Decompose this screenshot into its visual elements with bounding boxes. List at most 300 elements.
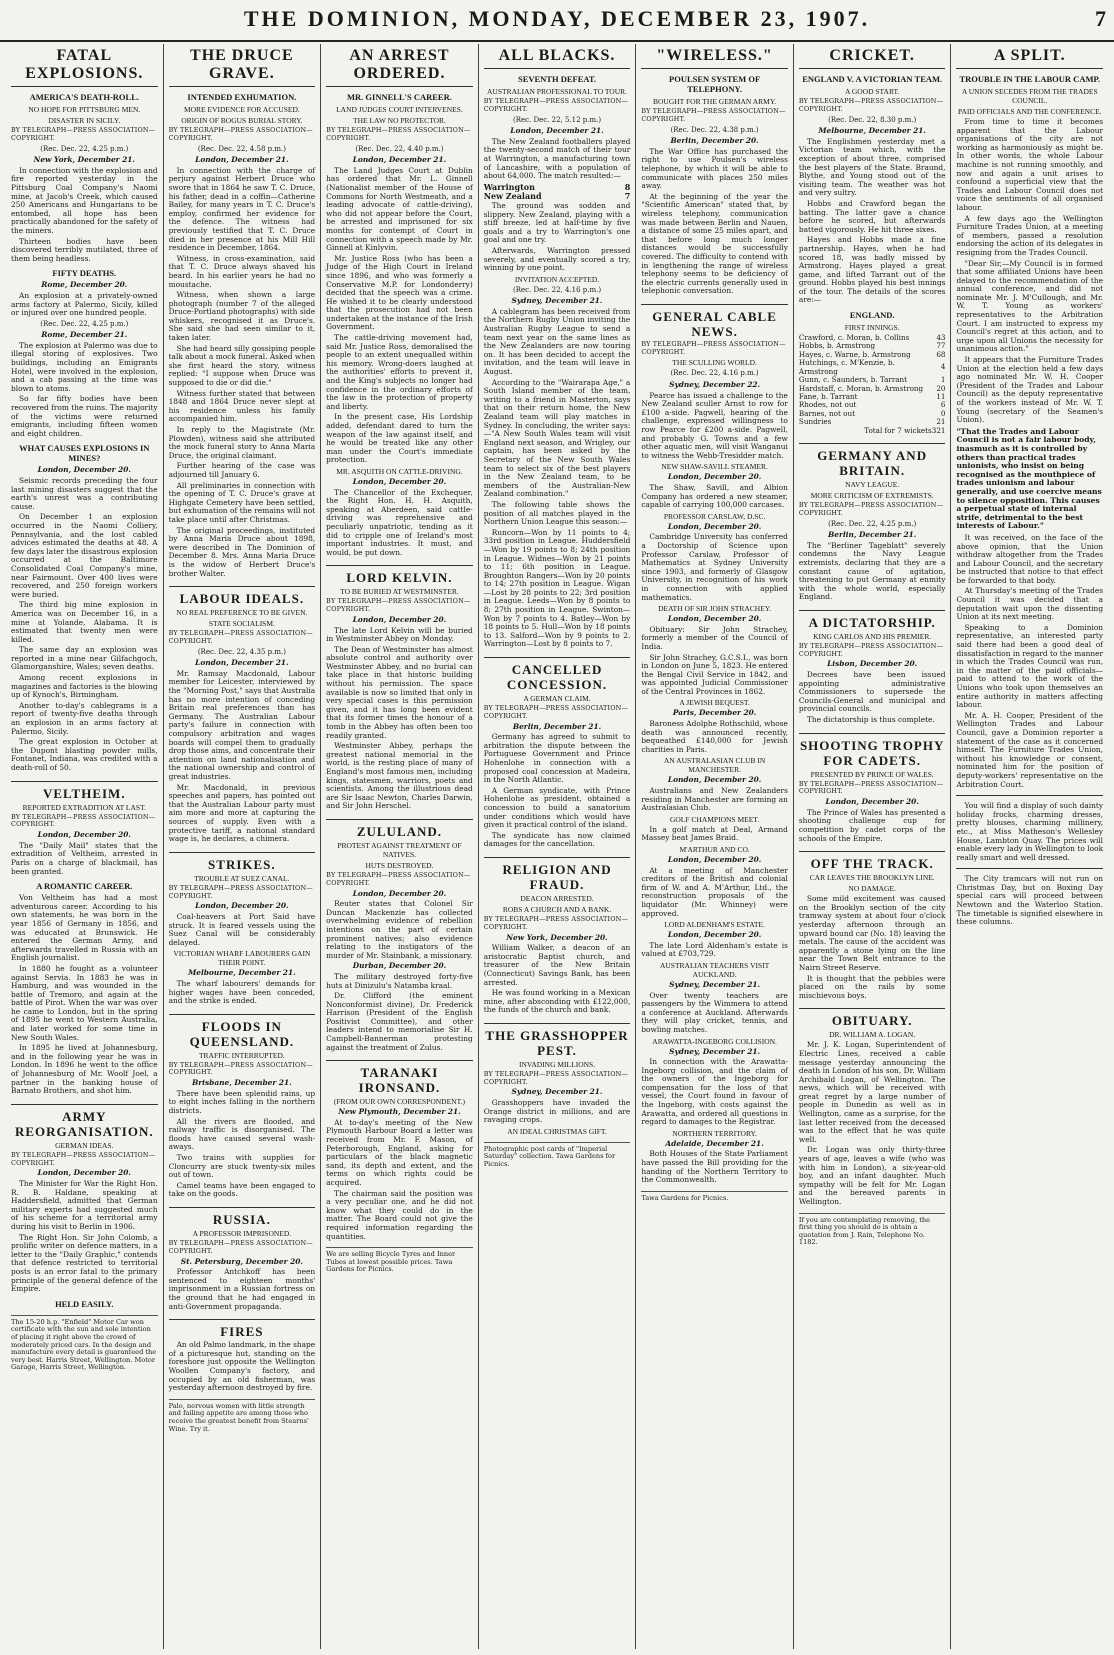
- paragraph: The Shaw, Savill, and Albion Company has ordered a new steamer, capable of carrying 100,000 carcases.: [641, 483, 788, 510]
- subheading: PROTEST AGAINST TREATMENT OF NATIVES.: [337, 840, 462, 859]
- subheading: NEW SHAW-SAVILL STEAMER.: [661, 462, 768, 472]
- paragraph: At Thursday's meeting of the Trades Council it was decided that a deputation wait upon the dissenting Union at its next meeting.: [956, 586, 1104, 622]
- received-time: (Rec. Dec. 22, 4.16 p.m.): [512, 285, 602, 294]
- byline: BY TELEGRAPH—PRESS ASSOCIATION—COPYRIGHT.: [168, 1239, 313, 1255]
- paragraph: Pearce has issued a challenge to the New Zealand sculler Arnst to row for £100 a-side. Pagwell, hearing of the challenge, expressed willingness to row Pearce for £200 a-side. Pagwell, and probably G. Towns and a few other aquatic men, will visit Wanganui to witness the Webb-Tresidder match.: [641, 390, 788, 460]
- paragraph: In the present case, His Lordship added, defendant dared to turn the weapon of the law against itself, and he would be treated like any other man under the Court's immediate protection.: [326, 412, 473, 465]
- paragraph: Camel teams have been engaged to take on the goods.: [168, 1180, 316, 1199]
- paragraph: Mr. A. H. Cooper, President of the Wellington Trades and Labour Council, gave a Dominion reporter a statement of the case as it concerned himself. The Furniture Trades Union, without his knowledge or consent, nominated him for the position of deputy-workers' representative on the Arbitration Court.: [956, 710, 1104, 789]
- paragraph: Another to-day's cablegrams is a report of twenty-five deaths through an explosion in an arms factory at Palermo, Sicily.: [11, 700, 158, 736]
- paragraph: From time to time it becomes apparent that the Labour organisations of the city are not working as harmoniously as might be. In other words, the whole Labour machine is not running smoothly, and now and again a unit arises to confound a superficial view that the Trades and Labour Council does not voice the sentiments of all organised labour.: [956, 117, 1104, 212]
- byline: BY TELEGRAPH—PRESS ASSOCIATION—COPYRIGHT.: [168, 126, 313, 142]
- paragraph: The wharf labourers' demands for higher wages have been conceded, and the strike is ended.: [168, 978, 316, 1006]
- advertisement: Palo, nervous women with little strength and failing appetite are among those who receive the greatest benefit from Stearns' Wine. Try it.: [169, 1399, 316, 1433]
- subheading: CAR LEAVES THE BROOKLYN LINE.: [809, 873, 935, 883]
- subheading: SEVENTH DEFEAT.: [517, 74, 597, 84]
- subheading: BOUGHT FOR THE GERMAN ARMY.: [653, 97, 777, 106]
- paragraph: The late Lord Aldenham's estate is valued at £703,729.: [641, 940, 788, 959]
- paragraph: On December 1 an explosion occurred in the Naomi Colliery, Pennsylvania, and the lost cabled advices estimated the deaths at 48. A few days later the disastrous explosion occurred at the Baltimore Consolidated Coal Company's mine, near Fairmount. Over 400 lives were recovered, and 250 foreign workers were buried.: [11, 512, 158, 599]
- subheading: AMERICA'S DEATH-ROLL.: [29, 92, 139, 102]
- batsman-runs: 6: [940, 400, 946, 410]
- dateline: St. Petersburg, December 20.: [180, 1256, 303, 1266]
- paragraph: The following table shows the position of all matches played in the Northern Union League this season:—: [483, 499, 631, 527]
- subheading: MR. GINNELL'S CAREER.: [347, 92, 452, 102]
- paragraph: In connection with the explosion and fire reported yesterday in the Pittsburg Coal Company's Naomi mine, at Jacob's Creek, which caused 250 Americans and Hungarians to be entombed, all hope has been practically abandoned for the safety of the miners.: [11, 165, 158, 235]
- paragraph: The syndicate has now claimed damages for the cancellation.: [483, 830, 631, 849]
- subheading: AUSTRALIAN TEACHERS VISIT AUCKLAND.: [659, 960, 770, 979]
- batsman-runs: 1: [940, 375, 946, 385]
- headline-russia: RUSSIA.: [169, 1207, 316, 1227]
- byline: BY TELEGRAPH—PRESS ASSOCIATION—COPYRIGHT.: [11, 1150, 156, 1167]
- subheading: A UNION SECEDES FROM THE TRADES COUNCIL.: [961, 87, 1098, 105]
- column-1: [6, 44, 164, 1649]
- paragraph: Among recent explosions in magazines and factories is the blowing up of Kynoch's, Birmingham.: [11, 673, 158, 700]
- page-number: 7: [1095, 6, 1106, 31]
- paragraph: Sir John Strachey, G.C.S.I., was born in London on June 5, 1823. He entered the Bengal Civil Service in 1842, and was appointed Judicial Commissioner of the Central Provinces in 1862.: [641, 652, 788, 696]
- paragraph: The dictatorship is thus complete.: [806, 715, 935, 725]
- paragraph: Over twenty teachers are passengers by the Wimmera to attend a conference at Auckland. Afterwards they will play cricket, tennis, and bowling matches.: [641, 990, 788, 1034]
- subheading: M'ARTHUR AND CO.: [679, 845, 750, 854]
- paragraph: The late Lord Kelvin will be buried in Westminster Abbey on Monday.: [326, 625, 473, 644]
- dateline: London, December 20.: [667, 472, 762, 482]
- paragraph: Runcorn—Won by 11 points to 4; 33rd position in League. Huddersfield—Won by 19 points to 8; 24th position in League. Widnes—Won by 21 points to 11; 6th position in League. Broughton Rangers—Won by 20 points to 14; 27th position in League. Wigan—Lost by 28 points to 22; 3rd position in League. Leeds—Won by 8 points to 8; 27th position in League. Swinton—Won by 7 points to 4. Batley—Won by 18 points to 5. Hull—Won by 18 points to 13. Salford—Won by 9 points to 2. Warrington—Lost by 8 points to 7.: [483, 527, 631, 649]
- paragraph: Dr. Logan was only thirty-three years of age, leaves a wife (who was with him in London), a six-year-old boy, and an infant daughter. Much sympathy will be felt for Mr. Logan and the bereaved parents in Wellington.: [798, 1145, 946, 1206]
- subheading: REPORTED EXTRADITION AT LAST.: [22, 802, 146, 812]
- paragraph: Professor Antchkoff has been sentenced to eighteen months' imprisonment in a Russian fortress on the ground that he had engaged in anti-Government propaganda.: [168, 1267, 316, 1311]
- column-6: [794, 44, 952, 1649]
- paragraph: The great explosion in October at the Dupont blasting powder mills, Fontanet, Indiana, was credited with a death-roll of 50.: [11, 737, 158, 772]
- dateline: London, December 20.: [667, 930, 762, 940]
- subheading: A PROFESSOR IMPRISONED.: [192, 1229, 292, 1238]
- paragraph: Westminster Abbey, perhaps the greatest national memorial in the world, is the resting place of many of England's most famous men, including kings, statesmen, warriors, poets and scientists. Among the illustrious dead are Sir Isaac Newton, Charles Darwin, and Sir John Herschel.: [326, 741, 473, 811]
- dateline: Berlin, December 20.: [670, 136, 759, 146]
- headline-obituary: OBITUARY.: [799, 1008, 946, 1028]
- subheading: INVITATION ACCEPTED.: [514, 274, 600, 284]
- headline-arrest-ordered: AN ARREST ORDERED.: [326, 47, 473, 87]
- dateline: London, December 20.: [37, 830, 132, 840]
- received-time: (Rec. Dec. 22, 4.40 p.m.): [355, 144, 444, 153]
- paragraph: Mr. Justice Ross (who has been a Judge of the High Court in Ireland since 1896, and who was formerly a Conservative M.P. for Londonderry) decided that the speech was a crime. He wished it to be clearly understood that the prosecution had not been undertaken at the instance of the Irish Government.: [326, 253, 473, 332]
- paragraph: In connection with the Arawatta-Ingeborg collision, and the claim of the owners of the Ingeborg for compensation for the loss of that vessel, the Court found in favour of the Ingeborg, with costs against the Arawatta, and ordered all questions in regard to damages to the Registrar.: [641, 1057, 788, 1127]
- subheading: ENGLAND V. A VICTORIAN TEAM.: [802, 74, 943, 84]
- paragraph: Cambridge University has conferred a Doctorship of Science upon Professor Carslaw, Professor of Mathematics at Sydney University since 1903, and formerly of Glasgow University, in recognition of his work in connection with applied mathematics.: [641, 532, 788, 602]
- team-heading: ENGLAND.: [849, 310, 895, 321]
- column-4: [479, 44, 637, 1649]
- byline: BY TELEGRAPH—PRESS ASSOCIATION—COPYRIGHT.: [483, 1069, 629, 1086]
- subheading: PRESENTED BY PRINCE OF WALES.: [810, 769, 934, 779]
- subheading: NAVY LEAGUE.: [845, 479, 900, 489]
- paragraph: He was found working in a Mexican mine, after absconding with £122,000, the funds of the church and bank.: [483, 988, 631, 1015]
- advertisement: Photographic post cards of "Imperial Saturday" collection. Tawa Gardens for Picnics.: [484, 1142, 631, 1169]
- divider: [956, 795, 1103, 796]
- batsman-name: Crawford, c. Moran, b. Collins: [798, 333, 910, 343]
- batsman-runs: 68: [936, 349, 946, 359]
- subheading: PROFESSOR CARSLAW, D.SC.: [663, 511, 766, 521]
- dateline: London, December 20.: [667, 775, 762, 785]
- dateline: London, December 20.: [37, 1168, 132, 1178]
- paragraph: The cattle-driving movement had, said Mr. Justice Ross, demoralised the people to an extent unequalled within his memory. Wrong-doers laughed at the authorities' efforts to prevent it, and the King's subjects no longer had confidence in the ordinary efforts of the law in the protection of property and liberty.: [326, 333, 473, 411]
- subheading: HUTS DESTROYED.: [365, 860, 434, 870]
- paragraph: The "Daily Mail" states that the extradition of Veltheim, arrested in Paris on a charge of blackmail, has been granted.: [11, 840, 158, 876]
- column-7: [951, 44, 1108, 1649]
- subheading: (FROM OUR OWN CORRESPONDENT.): [333, 1097, 465, 1107]
- batsman-runs: 4: [940, 362, 946, 372]
- batsman-runs: 43: [936, 333, 946, 343]
- headline-fires: FIRES: [169, 1319, 316, 1339]
- dateline: Brisbane, December 21.: [192, 1078, 292, 1088]
- batsman-runs: 0: [940, 408, 946, 418]
- paragraph: Seismic records preceding the four last mining disasters suggest that the earth's unrest was a contributing cause.: [11, 476, 158, 511]
- innings-heading: FIRST INNINGS.: [844, 323, 900, 333]
- paragraph: Witness, when shown a large photograph (number 7 of the alleged Druce-Portland photographs) with side whiskers, recognised it as Druce's. She said she had seen similar to it, taken later.: [168, 290, 316, 343]
- byline: BY TELEGRAPH—PRESS ASSOCIATION—COPYRIGHT.: [11, 812, 156, 829]
- paragraph: Australians and New Zealanders residing in Manchester are forming an Australasian Club.: [641, 786, 788, 813]
- batsman-runs: 11: [936, 391, 946, 401]
- scorecard-table: [799, 334, 946, 435]
- headline-strikes: STRIKES.: [169, 852, 316, 872]
- scorecard-row: [799, 359, 946, 376]
- received-time: (Rec. Dec. 22, 4.38 p.m.): [670, 125, 759, 134]
- paragraph: Afterwards, Warrington pressed severely, and eventually scored a try, winning by one point.: [483, 245, 631, 273]
- dateline: Berlin, December 21.: [512, 721, 602, 731]
- dateline: Melbourne, December 21.: [188, 968, 296, 978]
- paragraph: In 1895 he lived at Johannesburg, and in the following year he was in London. In 1896 he went to the office of Johannesburg of Mr. Woolf Joel, a partner in the banking house of Barnato Brothers, and shot him.: [11, 1043, 158, 1096]
- dateline: Sydney, December 22.: [669, 380, 761, 390]
- batsman-name: Sundries: [798, 417, 832, 427]
- dateline: London, December 20.: [352, 476, 447, 486]
- paragraph: Reuter states that Colonel Sir Duncan Mackenzie has collected overwhelming evidence of rebellion intentions on the part of certain prominent natives; also evidence relating to the instigators of the murder of Mr. Stainbank, a missionary.: [326, 899, 473, 960]
- dateline: London, December 21.: [195, 155, 289, 165]
- paragraph: The Minister for War the Right Hon. R. B. Haldane, speaking at Haddersfield, admitted that German military experts had suggested much of his scheme for a territorial army during his visit to Berlin in 1906.: [11, 1179, 158, 1231]
- received-time: (Rec. Dec. 22, 4.25 p.m.): [828, 519, 917, 528]
- paragraph: At the beginning of the year the "Scientific American" stated that, by wireless telephony, communication was made between Berlin and Nauen, a distance of some 25 miles apart, and that before long much longer distances would be successfully covered. The difficulty to contend with in lengthening the range of wireless telephony seems to be deficiency of the electric currents generally used in telephonic conversation.: [641, 191, 788, 296]
- byline: BY TELEGRAPH—PRESS ASSOCIATION—COPYRIGHT.: [483, 704, 629, 720]
- headline-wireless: "WIRELESS.": [641, 47, 788, 69]
- paragraph: A German syndicate, with Prince Hohenlohe as president, obtained a concession to build a sanatorium under conditions which would have given it practical control of the island.: [483, 785, 631, 830]
- subheading: LORD ALDENHAM'S ESTATE.: [664, 920, 765, 930]
- dateline: London, December 20.: [825, 797, 919, 807]
- byline: BY TELEGRAPH—PRESS ASSOCIATION—COPYRIGHT.: [641, 107, 786, 123]
- subheading: NO HOPE FOR PITTSBURG MEN.: [28, 105, 141, 114]
- paragraph: At to-day's meeting of the New Plymouth Harbour Board a letter was received from Mr. F. Mason, of Peterborough, England, asking for particulars of the black magnetic sand, its depth and extent, and the terms on which rights could be acquired.: [326, 1117, 473, 1187]
- headline-druce-grave: THE DRUCE GRAVE.: [169, 47, 316, 87]
- paragraph: At a meeting of Manchester creditors of the British and colonial firm of W. and A. M'Arthur, Ltd., the reconstruction proposals of the liquidator (Mr. Whinney) were approved.: [641, 865, 788, 918]
- batsman-name: Hayes, c. Warne, b. Armstrong: [798, 349, 911, 359]
- received-time: (Rec. Dec. 22, 4.35 p.m.): [197, 647, 286, 656]
- dateline: London, December 20.: [667, 521, 762, 531]
- paragraph: The War Office has purchased the right to use Poulsen's wireless telephone, by which it will be able to communicate with places 250 miles away.: [641, 146, 788, 191]
- byline: BY TELEGRAPH—PRESS ASSOCIATION—COPYRIGHT.: [11, 126, 156, 142]
- scorecard-total-row: [799, 427, 946, 435]
- byline: BY TELEGRAPH—PRESS ASSOCIATION—COPYRIGHT.: [326, 870, 471, 887]
- paragraph: All the rivers are flooded, and railway traffic is disorganised. The floods have caused several wash-aways.: [168, 1116, 316, 1152]
- headline-zululand: ZULULAND.: [326, 819, 473, 839]
- byline: BY TELEGRAPH—PRESS ASSOCIATION—COPYRIGHT.: [483, 914, 629, 931]
- paragraph: In reply to the Magistrate (Mr. Plowden), witness said she attributed the mock funeral story to Anna Maria Druce, the original claimant.: [168, 425, 316, 460]
- paragraph: There have been splendid rains, up to eight inches falling in the northern districts.: [168, 1088, 316, 1116]
- headline-cricket: CRICKET.: [799, 47, 946, 69]
- paragraph: Dr. Clifford (the eminent Nonconformist divine), Dr. Frederick Harrison (President of the English Positivist Committee), and other leaders intend to memorialise Sir H. Campbell-Bannerman protesting against the treatment of Zulus.: [326, 991, 473, 1052]
- headline-floods-queensland: FLOODS IN QUEENSLAND.: [169, 1014, 316, 1049]
- headline-a-split: A SPLIT.: [956, 47, 1103, 69]
- subheading: ORIGIN OF BOGUS BURIAL STORY.: [181, 116, 303, 125]
- batsman-runs: 20: [936, 383, 946, 393]
- headline-labour-ideals: LABOUR IDEALS.: [169, 586, 316, 606]
- column-2: [164, 44, 322, 1649]
- dateline: London, December 20.: [667, 855, 762, 864]
- received-time: (Rec. Dec. 22, 4.58 p.m.): [197, 144, 286, 153]
- subheading: TRAFFIC INTERRUPTED.: [198, 1050, 285, 1060]
- dateline: Lisbon, December 20.: [827, 659, 918, 669]
- byline: BY TELEGRAPH—PRESS ASSOCIATION—COPYRIGHT.: [798, 500, 944, 517]
- paragraph: It was received, on the face of the above opinion, that the Union withdraw altogether from the Trades and Labour Council, and the secretary be instructed that notice to that effect be forwarded to that body.: [956, 532, 1104, 585]
- advertisement: We are selling Bicycle Tyres and Inner Tubes at lowest possible prices. Tawa Gardens for Picnics.: [326, 1247, 473, 1274]
- subheading: NO DAMAGE.: [848, 884, 896, 894]
- byline: BY TELEGRAPH—PRESS ASSOCIATION—COPYRIGHT.: [168, 629, 313, 645]
- paragraph: The Prince of Wales has presented a shooting challenge cup for competition by cadet corps of the schools of the Empire.: [798, 807, 946, 843]
- headline-off-the-track: OFF THE TRACK.: [799, 851, 946, 871]
- paragraph: A few days ago the Wellington Furniture Trades Union, at a meeting of members, passed a resolution endorsing the action of its delegates in resigning from the Trades Council.: [956, 213, 1104, 257]
- subheading: MR. ASQUITH ON CATTLE-DRIVING.: [336, 466, 463, 476]
- subheading: GERMAN IDEAS.: [55, 1140, 114, 1150]
- score-line: [484, 183, 631, 192]
- headline-fatal-explosions: FATAL EXPLOSIONS.: [11, 47, 158, 87]
- subheading: STATE SOCIALISM.: [208, 619, 275, 629]
- batsman-name: Hobbs, b. Armstrong: [798, 341, 876, 351]
- received-time: (Rec. Dec. 22, 5.12 p.m.): [512, 115, 602, 124]
- paragraph: All preliminaries in connection with the opening of T. C. Druce's grave at Highgate Cemetery have been settled, but exhumation of the remains will not take place until after Christmas.: [168, 480, 316, 524]
- byline: BY TELEGRAPH—PRESS ASSOCIATION—COPYRIGHT.: [798, 779, 944, 796]
- dateline: Durban, December 20.: [352, 961, 447, 971]
- batsman-runs: 77: [936, 341, 946, 351]
- newspaper-title: THE DOMINION, MONDAY, DECEMBER 23, 1907.: [243, 6, 871, 31]
- paragraph: The City tramcars will not run on Christmas Day, but on Boxing Day special cars will proceed between Newtown and the Waterloo Station. The timetable is signified elsewhere in these columns.: [956, 874, 1104, 927]
- divider: [956, 868, 1103, 869]
- dateline: London, December 20.: [352, 888, 447, 898]
- score-line: [484, 192, 631, 201]
- paragraph: The New Zealand footballers played the twenty-second match of their tour at Warrington, a manufacturing town of Lancashire, with a population of about 64,000. The match resulted:—: [483, 136, 631, 181]
- subheading: THE LAW NO PROTECTOR.: [353, 116, 446, 125]
- column-3: [321, 44, 479, 1649]
- paragraph: In 1880 he fought as a volunteer against Servia. In 1883 he was in Hamburg, and was wounded in the battle of Tremoro, and again at the battle of Pirot. When the war was over he came to London, but in the spring of 1895 he went to Western Australia, and later worked for some time in New South Wales.: [11, 963, 158, 1042]
- headline-veltheim: VELTHEIM.: [11, 781, 158, 801]
- byline: BY TELEGRAPH—PRESS ASSOCIATION—COPYRIGHT.: [483, 97, 629, 113]
- total-label: Total for 7 wickets: [864, 425, 932, 435]
- paragraph: So far fifty bodies have been recovered from the ruins. The majority of the victims were returned emigrants, including fifteen women and eight children.: [11, 394, 158, 438]
- paragraph: Decrees have been issued appointing administrative Commissioners to supersede the Councils-General and municipal and provincial councils.: [798, 670, 946, 714]
- headline-all-blacks: ALL BLACKS.: [484, 47, 631, 69]
- advertisement: The 15-20 h.p. "Enfield" Motor Car won certificate with the sun and sole intention of placing it right above the crowd of moderately priced cars. In the design and manufacture every detail is guaranteed the very best. Harris Street, Wellington. Motor Garage, Harris Street, Wellington.: [11, 1315, 158, 1372]
- advertisement: If you are contemplating removing, the first thing you should do is obtain a quotation from J. Rain, Telephone No. 1182.: [799, 1213, 946, 1247]
- batsman-name: Fane, b. Tarrant: [798, 391, 858, 401]
- paragraph: "Dear Sir,—My Council is in formed that some affiliated Unions have been delayed to the recommendation of the annual conference, and did not nominate Mr. J. M'Cullough, and Mr. W. T. Young as workers' representatives to the Arbitration Court. I am instructed to express my Council's regret at this action, and to urge upon all Unions the necessity for unanimous action.": [956, 258, 1104, 354]
- received-time: (Rec. Dec. 22, 4.16 p.m.): [670, 369, 759, 378]
- headline-germany-and-britain: GERMANY AND BRITAIN.: [799, 443, 946, 478]
- dateline: Sydney, December 21.: [511, 296, 603, 306]
- dateline: London, December 20.: [667, 614, 762, 624]
- dateline: New York, December 21.: [33, 155, 136, 165]
- subheading: AN AUSTRALASIAN CLUB IN MANCHESTER.: [663, 756, 766, 775]
- masthead: [0, 0, 1114, 42]
- subheading: AN IDEAL CHRISTMAS GIFT.: [507, 1126, 607, 1136]
- paragraph: The Englishmen yesterday met a Victorian team which, with the exception of about three, comprised the best players of the State. Braund, Blythe, and Young stood out of the visiting team. The weather was hot and very sultry.: [798, 136, 946, 198]
- paragraph: The same day an explosion was reported in a mine near Gilfachgoch, Glamorganshire, Wales; seven deaths.: [11, 645, 158, 672]
- dateline: Rome, December 21.: [41, 330, 128, 340]
- batsman-name: Barnes, not out: [798, 408, 856, 418]
- subheading: POULSEN SYSTEM OF TELEPHONY.: [669, 74, 761, 94]
- subheading: PAID OFFICIALS AND THE CONFERENCE.: [957, 107, 1102, 116]
- dateline: London, December 20.: [352, 614, 447, 624]
- subheading: MORE EVIDENCE FOR ACCUSED.: [183, 105, 300, 114]
- dateline: London, December 21.: [352, 155, 447, 165]
- paragraph: It is thought that the pebbles were placed on the rails by some mischievous boys.: [798, 973, 946, 1000]
- subheading: NO REAL PREFERENCE TO BE GIVEN.: [176, 608, 308, 618]
- paragraph: She had heard silly gossiping people talk about a mock funeral. Asked when she first heard the story, witness replied: "I suppose when Druce was supposed to die or did die.": [168, 343, 316, 388]
- dateline: London, December 21.: [195, 658, 289, 668]
- headline-a-dictatorship: A DICTATORSHIP.: [799, 610, 946, 630]
- paragraph: Mr. Macdonald, in previous speeches and papers, has pointed out that the Australian Labour party must aim more and more at capturing the sources of supply. Even with a protective tariff, a national standard wage is, he declares, a chimera.: [168, 782, 316, 844]
- paragraph: William Walker, a deacon of an aristocratic Baptist church, and treasurer of the New Britain (Connecticut) Savings Bank, has been arrested.: [483, 943, 631, 987]
- received-time: (Rec. Dec. 22, 4.25 p.m.): [40, 319, 129, 328]
- batsman-name: Hardstaff, c. Moran, b. Armstrong: [798, 383, 924, 393]
- paragraph: Hobbs and Crawford began the batting. The latter gave a chance before he scored, but afterwards batted vigorously. He hit three sixes.: [798, 198, 946, 234]
- subheading: A JEWISH BEQUEST.: [679, 698, 750, 708]
- headline-grasshopper-pest: THE GRASSHOPPER PEST.: [484, 1023, 631, 1058]
- paragraph: Mr. Ramsay Macdonald, Labour member for Leicester, interviewed by the "Morning Post," says that Australia has no more intention of conceding Britain real preferences than has Germany. The Australian Labour party's failure in connection with compulsory arbitration and wages boards will compel them to gradually drop those aims, and concentrate their attention on land nationalisation and the national ownership and control of great industries.: [168, 668, 316, 781]
- headline-cancelled-concession: CANCELLED CONCESSION.: [484, 657, 631, 692]
- dateline: London, December 20.: [37, 465, 132, 475]
- headline-taranaki-ironsand: TARANAKI IRONSAND.: [326, 1060, 473, 1095]
- paragraph: You will find a display of such dainty holiday frocks, charming dresses, pretty blouses, charming millinery, etc., at Miss Matheson's Wellesley House, Lambton Quay. The prices will enable every lady in Wellington to look really smart and well dressed.: [956, 801, 1104, 862]
- subheading: THE SCULLING WORLD.: [672, 358, 757, 368]
- headline-religion-and-fraud: RELIGION AND FRAUD.: [484, 857, 631, 892]
- paragraph: Coal-heavers at Port Said have struck. It is feared vessels using the Suez Canal will be considerably delayed.: [168, 911, 316, 947]
- subheading: A GERMAN CLAIM.: [523, 694, 591, 704]
- subheading: DEATH OF SIR JOHN STRACHEY.: [658, 604, 772, 614]
- paragraph: The military destroyed forty-five huts at Dinizulu's Natamba kraal.: [326, 971, 473, 990]
- paragraph: The Land Judges Court at Dublin has ordered that Mr. L. Ginnell (Nationalist member of the House of Commons for North Westmeath, and a leading advocate of cattle-driving), who did not appear before the Court, be arrested and imprisoned for six months for contempt of Court in connection with a speech made by Mr. Ginnell at Kinlyvin.: [326, 165, 473, 253]
- batsman-name: Hutchings, c. M'Kenzie, b. Armstrong: [798, 358, 895, 376]
- team-score: 7: [624, 191, 631, 202]
- total-runs: 321: [931, 425, 946, 435]
- paragraph: The "Berliner Tageblatt" severely condemns the Navy League extremists, declaring that they are a constant cause of agitation, threatening to put Germany at enmity with the whole world, especially England.: [798, 540, 946, 602]
- subheading: TO BE BURIED AT WESTMINSTER.: [340, 587, 459, 597]
- paragraph: Speaking to a Dominion representative, an interested party said there had been a good deal of dissatisfaction in regard to the manner in which the Trades Council was run, in the matter of the paid officials—paid to attend to the work of the Unions who took upon themselves an entire authority in matters affecting labour.: [956, 622, 1104, 710]
- paragraph: The ground was sodden and slippery. New Zealand, playing with a stiff breeze, led at half-time by five goals and a try to Warrington's one goal and one try.: [483, 200, 631, 245]
- paragraph: In a golf match at Deal, Armand Massey beat James Braid.: [641, 824, 788, 843]
- subheading: TROUBLE AT SUEZ CANAL.: [194, 873, 290, 883]
- dateline: New York, December 20.: [506, 932, 608, 942]
- team-name: Warrington: [483, 181, 535, 192]
- subheading: A GOOD START.: [844, 87, 900, 96]
- headline-shooting-trophy: SHOOTING TROPHY FOR CADETS.: [799, 733, 946, 768]
- byline: BY TELEGRAPH—PRESS ASSOCIATION—COPYRIGHT.: [326, 597, 471, 614]
- paragraph: Both Houses of the State Parliament have passed the Bill providing for the handing of the Northern Territory to the Commonwealth.: [641, 1149, 788, 1185]
- paragraph: Obituary: Sir John Strachey, formerly a member of the Council of India.: [641, 624, 788, 651]
- paragraph: Thirteen bodies have been discovered terribly mutilated, three of them being headless.: [11, 236, 158, 263]
- paragraph: An old Palmo landmark, in the shape of a picturesque hut, standing on the foreshore just opposite the Wellington Woollen Company's factory, and occupied by an old fisherman, was yesterday afternoon destroyed by fire.: [168, 1340, 316, 1393]
- subheading: NORTHERN TERRITORY.: [672, 1128, 757, 1138]
- subheading: HELD EASILY.: [55, 1298, 114, 1309]
- paragraph: The Chancellor of the Exchequer, the Right Hon. H. H. Asquith, speaking at Aberdeen, said cattle-driving was reprehensive and peculiarly unpatriotic, tending as it did to cripple one of Ireland's most important industries. It must, and would, be put down.: [326, 487, 473, 557]
- dateline: Melbourne, December 21.: [818, 126, 926, 136]
- dateline: Adelaide, December 21.: [665, 1138, 764, 1148]
- dateline: Rome, December 20.: [41, 280, 128, 290]
- paragraph: Two trains with supplies for Cloncurry are stuck twenty-six miles out of town.: [168, 1153, 316, 1180]
- subheading: DR. WILLIAM A. LOGAN.: [829, 1030, 916, 1040]
- batsman-name: Rhodes, not out: [798, 400, 857, 410]
- batsman-name: Gunn, c. Saunders, b. Tarrant: [798, 375, 908, 385]
- byline: BY TELEGRAPH—PRESS ASSOCIATION—COPYRIGHT.: [168, 883, 313, 900]
- paragraph: Some mild excitement was caused on the Brooklyn section of the city tramway system at about four o'clock yesterday afternoon through an upward bound car (No. 18) leaving the metals. The cause of the accident was apparently a stone lying on the line near the Town Belt entrance to the Nairn Street Reserve.: [798, 894, 946, 972]
- paragraph: It appears that the Furniture Trades Union at the election held a few days ago nominated Mr. W. H. Cooper (President of the Trades and Labour Council) as the deputy representative of the workers instead of Mr. W. T. Young (secretary of the Seamen's Union).: [956, 355, 1104, 425]
- paragraph: In connection with the charge of perjury against Herbert Druce who swore that in 1864 he saw T. C. Druce, his father, dead in a coffin—Catherine Bailey, for many years in T. C. Druce's employ, confirmed her evidence for the defence. The witness had previously testified that T. C. Druce died in her presence at his Mill Hill residence in December, 1864.: [168, 165, 316, 253]
- subheading: ARAWATTA-INGEBORG COLLISION.: [652, 1036, 777, 1046]
- paragraph: The third big mine explosion in America was on December 16, in a mine at Yolande, Alabama. It is estimated that twenty men were killed.: [11, 600, 158, 644]
- paragraph: The Right Hon. Sir John Colomb, a prolific writer on defence matters, in a letter to the "Daily Graphic," contends that defence restricted to territorial posts is an error fatal to the primary principle of the general defence of the Empire.: [11, 1232, 158, 1294]
- headline-lord-kelvin: LORD KELVIN.: [326, 565, 473, 585]
- dateline: Paris, December 20.: [672, 708, 757, 718]
- subheading: DISASTER IN SICILY.: [48, 116, 121, 125]
- headline-general-cable-news: GENERAL CABLE NEWS.: [641, 304, 788, 339]
- subheading: TROUBLE IN THE LABOUR CAMP.: [959, 74, 1101, 84]
- subheading: DEACON ARRESTED.: [520, 893, 594, 903]
- subheading: ROBS A CHURCH AND A BANK.: [502, 904, 612, 914]
- paragraph: Germany has agreed to submit to arbitration the dispute between the Portuguese Government and Prince Hohenlohe in connection with a proposed coal concession at Madeira, in the North Atlantic.: [483, 732, 631, 785]
- paragraph: Further hearing of the case was adjourned till January 6.: [168, 461, 316, 479]
- subheading: INVADING MILLIONS.: [518, 1059, 596, 1069]
- byline: BY TELEGRAPH—PRESS ASSOCIATION—COPYRIGHT.: [326, 126, 471, 142]
- paragraph: Grasshoppers have invaded the Orange district in millions, and are ravaging crops.: [483, 1098, 631, 1125]
- byline: BY TELEGRAPH—PRESS ASSOCIATION—COPYRIGHT.: [798, 641, 944, 658]
- paragraph: Mr. J. K. Logan, Superintendent of Electric Lines, received a cable message yesterday announcing the death in London of his son, Dr. William Archibald Logan, of Wellington. The news, which will be received with great regret by a large number of people in Dunedin as well as in Wellington, came as a surprise, for the last letter received from the deceased was to the effect that he was quite well.: [798, 1040, 946, 1144]
- paragraph: The original proceedings, instituted by Anna Maria Druce about 1898, were described in The Dominion of December 8. Mrs. Anna Maria Druce is the widow of Herbert Druce's brother Walter.: [168, 525, 316, 578]
- paragraph: The chairman said the position was a very peculiar one, and he did not know what they could do in the matter. The Board could not give the required information regarding the quantities.: [326, 1188, 473, 1241]
- subheading: KING CARLOS AND HIS PREMIER.: [813, 631, 932, 641]
- subheading: INTENDED EXHUMATION.: [187, 92, 297, 102]
- subheading: WHAT CAUSES EXPLOSIONS IN MINES?: [19, 443, 150, 464]
- batsman-runs: 21: [936, 417, 946, 427]
- team-score: 8: [624, 181, 631, 192]
- byline: BY TELEGRAPH—PRESS ASSOCIATION—COPYRIGHT.: [798, 97, 944, 113]
- dateline: Berlin, December 21.: [828, 530, 917, 540]
- headline-army-reorganisation: ARMY REORGANISATION.: [11, 1104, 158, 1139]
- byline: BY TELEGRAPH—PRESS ASSOCIATION—COPYRIGHT.: [641, 339, 786, 356]
- dateline: Sydney, December 21.: [669, 979, 761, 989]
- paragraph: The Dean of Westminster has almost absolute control and authority over Westminster Abbey, and no burial can take place in that historic building without his permission. The space available is now so limited that only in very special cases is this permission given, and it has long been evident that its former times the honour of a tomb in the Abbey has often been too readily granted.: [326, 644, 473, 740]
- paragraph: Baroness Adolphe Rothschild, whose death was announced recently, bequeathed £140,000 for Jewish charities in Paris.: [641, 719, 788, 754]
- subheading: GOLF CHAMPIONS MEET.: [669, 814, 760, 824]
- resolution-quote: "That the Trades and Labour Council is not a fair labour body, inasmuch as it is controlled by others than practical trades unionists, who insist on being recognised as the mouthpiece of trades unionism and labour generally, and use coercive means to silence opposition. This causes a perpetual state of internal strife, detrimental to the best interests of Labour.": [956, 426, 1102, 531]
- subheading: FIFTY DEATHS.: [52, 268, 117, 279]
- dateline: Sydney, December 21.: [669, 1046, 761, 1056]
- subheading: MORE CRITICISM OF EXTREMISTS.: [810, 490, 934, 500]
- subheading: LAND JUDGES COURT INTERVENES.: [336, 105, 463, 114]
- subheading: VICTORIAN WHARF LABOURERS GAIN THEIR POINT.: [173, 949, 311, 968]
- dateline: New Plymouth, December 21.: [338, 1107, 461, 1117]
- paragraph: According to the "Wairarapa Age," a South Island member of the team, writing to a friend in Masterton, says that on their return home, the New Zealand team will play matches in Sydney. In concluding, the writer says:—"A New South Wales team will visit England next season, and Wrigley, our captain, has been asked by the Secretary of the New South Wales team to select six of the best players in the New Zealand team, to be members of the Australian-New Zealand combination.": [483, 377, 631, 499]
- paragraph: The explosion at Palermo was due to illegal storing of explosives. Two buildings, including an Emigrants Hotel, were involved in the explosion, and a cab passing at the time was blown to atoms.: [11, 340, 158, 393]
- subheading: AUSTRALIAN PROFESSIONAL TO TOUR.: [487, 87, 628, 96]
- paragraph: Von Veltheim has had a most adventurous career. According to his own statements, he was born in the year 1856 of Germany in 1856, and was educated at Brunswick. He entered the German Army, and afterwards travelled in Russia with an English journalist.: [11, 893, 158, 963]
- received-time: (Rec. Dec. 22, 8.30 p.m.): [828, 115, 917, 124]
- team-name: New Zealand: [483, 191, 542, 202]
- dateline: Sydney, December 21.: [511, 1087, 603, 1097]
- received-time: (Rec. Dec. 22, 4.25 p.m.): [40, 144, 129, 153]
- columns: [6, 44, 1108, 1649]
- byline: BY TELEGRAPH—PRESS ASSOCIATION—COPYRIGHT.: [168, 1060, 313, 1077]
- dateline: London, December 20.: [195, 901, 289, 911]
